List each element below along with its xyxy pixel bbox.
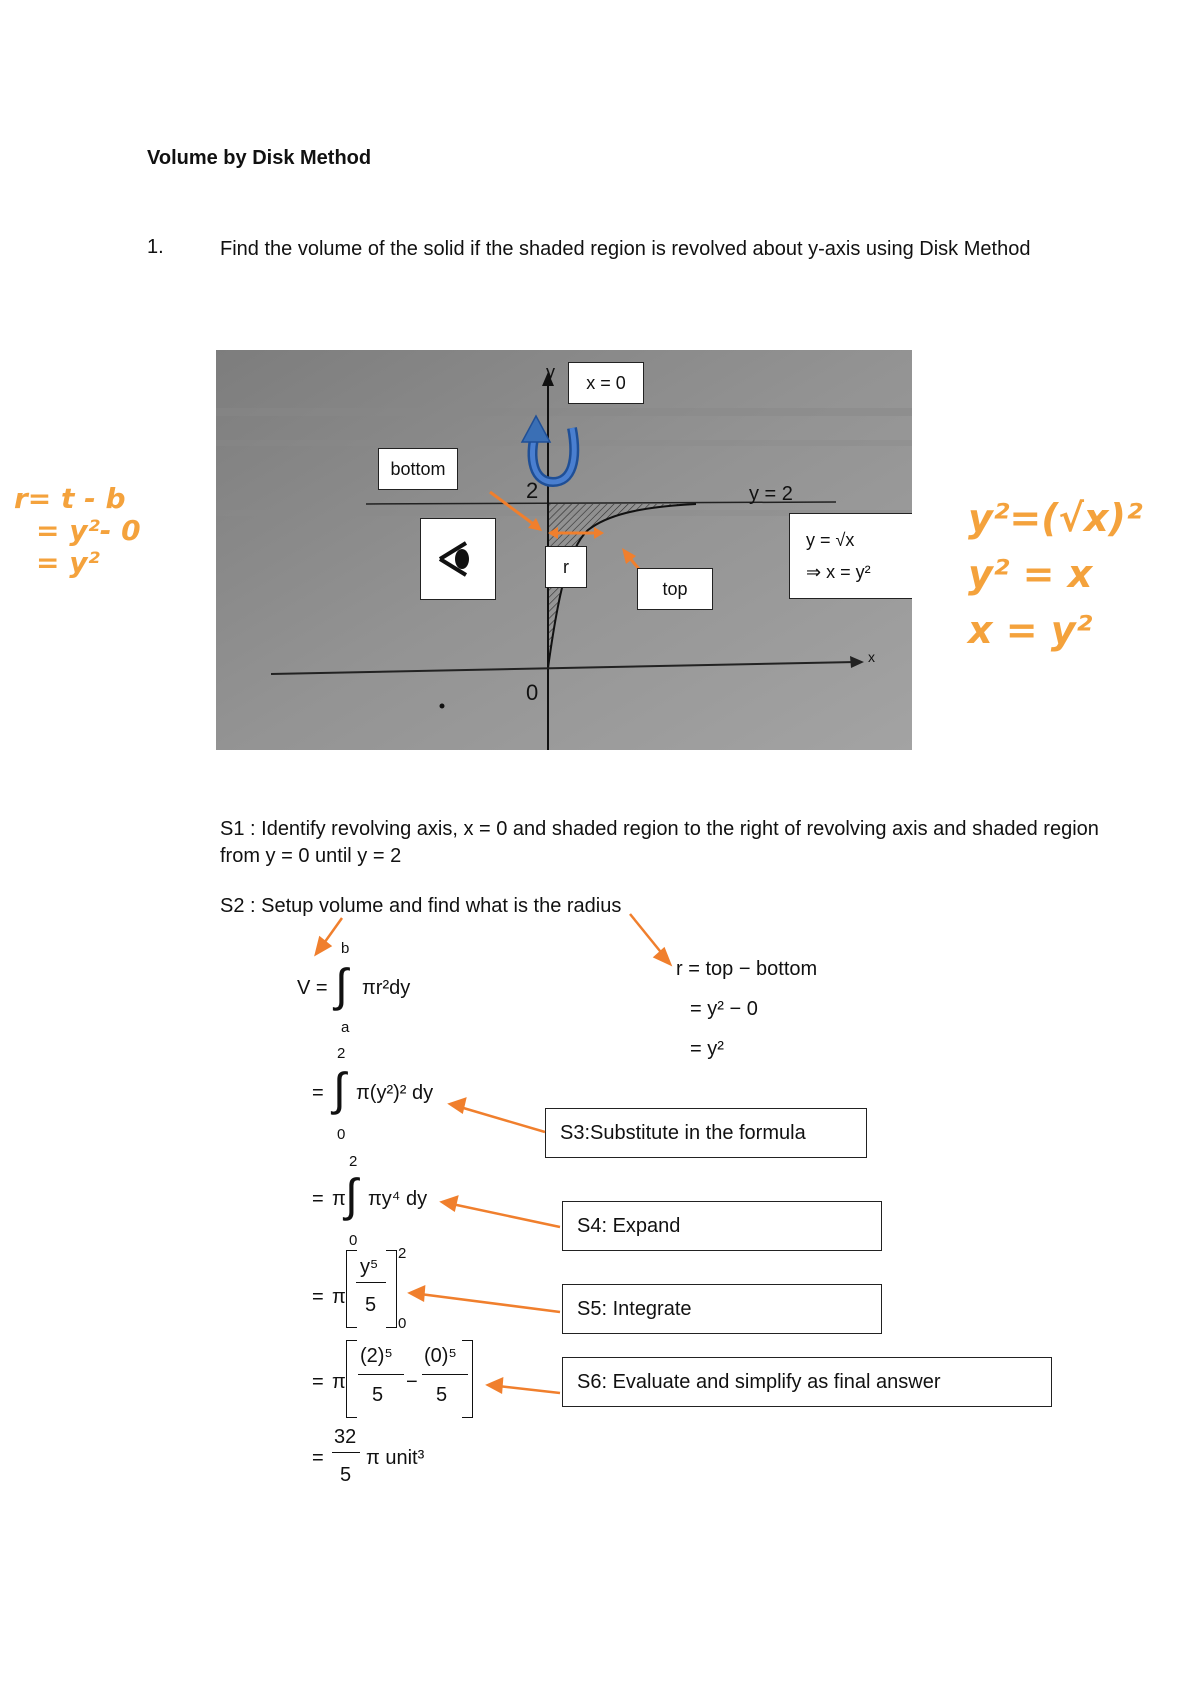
curve-label-y2: y = 2 bbox=[749, 483, 793, 505]
line5-numerator-2: (0)⁵ bbox=[424, 1345, 457, 1367]
integral-sign: ∫ bbox=[335, 959, 348, 1011]
label-bottom: bottom bbox=[378, 448, 458, 490]
line6-numerator: 32 bbox=[334, 1426, 357, 1448]
question-text: Find the volume of the solid if the shaded region is revolved about y-axis using Disk Method bbox=[220, 238, 1031, 260]
equals: = bbox=[312, 1286, 324, 1308]
line5-numerator-1: (2)⁵ bbox=[360, 1345, 393, 1367]
line2-integrand: π(y²)² dy bbox=[356, 1082, 434, 1104]
pi-factor: π bbox=[332, 1371, 346, 1393]
minus-sign: − bbox=[406, 1371, 418, 1393]
step-box-s3: S3:Substitute in the formula bbox=[545, 1108, 867, 1158]
v-integrand: πr²dy bbox=[362, 977, 411, 999]
equation-line-2: ⇒ x = y² bbox=[806, 562, 871, 582]
limit-b: b bbox=[341, 940, 350, 957]
v-label: V = bbox=[297, 977, 328, 999]
step-s1: S1 : Identify revolving axis, x = 0 and shaded region to the right of revolving axis and shaded region from y = 0 until y = 2 bbox=[220, 818, 1099, 867]
equals: = bbox=[312, 1082, 324, 1104]
integral-sign: ∫ bbox=[345, 1169, 358, 1221]
equals: = bbox=[312, 1371, 324, 1393]
equation-line-1: y = √x bbox=[806, 530, 855, 550]
step-box-s5: S5: Integrate bbox=[562, 1284, 882, 1334]
label-r: r bbox=[545, 546, 587, 588]
origin-label: 0 bbox=[526, 680, 539, 705]
question-number: 1. bbox=[147, 236, 164, 258]
line6-denominator: 5 bbox=[340, 1464, 352, 1486]
limit-lower: 0 bbox=[349, 1232, 358, 1249]
line6-unit: π unit³ bbox=[366, 1447, 425, 1469]
limit-upper: 2 bbox=[337, 1045, 346, 1062]
step-s2: S2 : Setup volume and find what is the radius bbox=[220, 895, 622, 917]
label-top: top bbox=[637, 568, 713, 610]
line4-denominator: 5 bbox=[365, 1294, 377, 1316]
integral-sign: ∫ bbox=[333, 1063, 346, 1115]
hw-right-line: x = y² bbox=[968, 608, 1093, 652]
line4-numerator: y⁵ bbox=[360, 1256, 379, 1278]
label-x0: x = 0 bbox=[568, 362, 644, 404]
hw-left-line: = y² bbox=[36, 546, 100, 579]
axis-x-label: x bbox=[868, 649, 875, 665]
pi-factor: π bbox=[332, 1286, 346, 1308]
line5-denominator: 5 bbox=[372, 1384, 384, 1406]
step-box-s6: S6: Evaluate and simplify as final answer bbox=[562, 1357, 1052, 1407]
radius-line-2: = y² − 0 bbox=[690, 998, 758, 1020]
axis-y-label: y bbox=[546, 362, 555, 382]
line3-integrand: πy⁴ dy bbox=[368, 1188, 428, 1210]
tick-2-label: 2 bbox=[526, 478, 539, 503]
limit-a: a bbox=[341, 1019, 350, 1036]
hw-right-line: y² = x bbox=[968, 552, 1093, 596]
hw-left-line: r= t - b bbox=[14, 482, 126, 515]
page-title: Volume by Disk Method bbox=[147, 147, 372, 169]
step-box-s4: S4: Expand bbox=[562, 1201, 882, 1251]
radius-line-3: = y² bbox=[690, 1038, 724, 1060]
line5-denominator: 5 bbox=[436, 1384, 448, 1406]
pi-factor: π bbox=[332, 1188, 346, 1210]
hw-right-line: y²=(√x)² bbox=[968, 496, 1143, 540]
radius-line-1: r = top − bottom bbox=[676, 958, 818, 980]
eval-lower: 0 bbox=[398, 1315, 407, 1332]
hw-left-line: = y²- 0 bbox=[36, 514, 141, 547]
limit-lower: 0 bbox=[337, 1126, 346, 1143]
equals: = bbox=[312, 1447, 324, 1469]
equals: = bbox=[312, 1188, 324, 1210]
limit-upper: 2 bbox=[349, 1153, 358, 1170]
eval-upper: 2 bbox=[398, 1245, 407, 1262]
